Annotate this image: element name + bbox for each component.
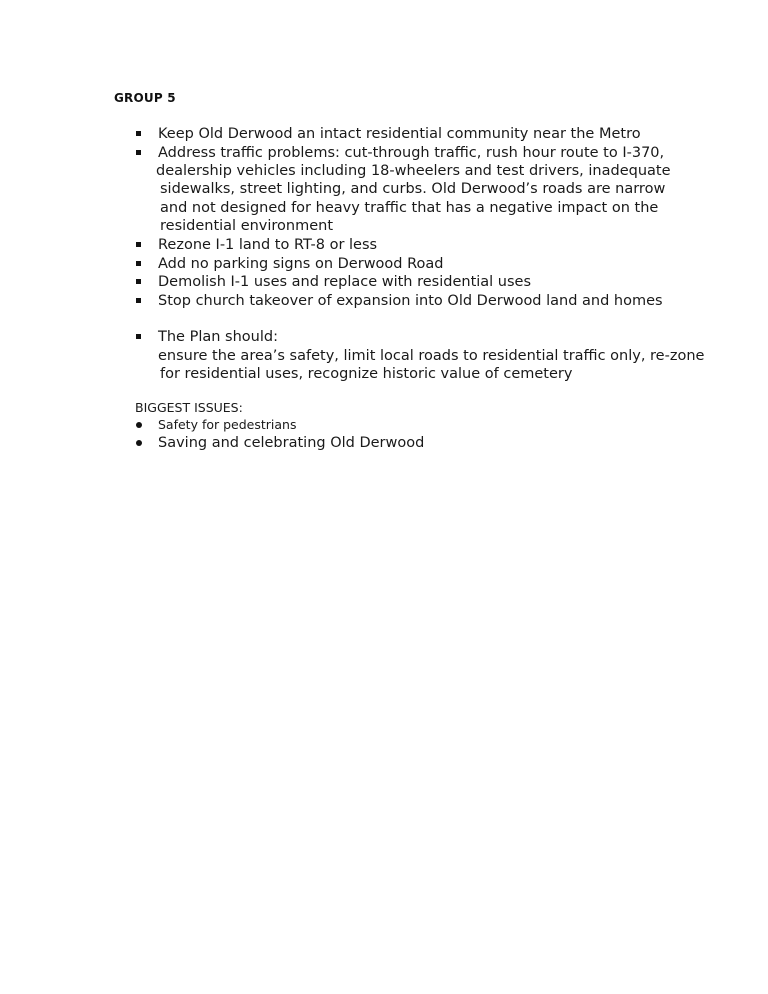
square-bullet-icon: [136, 298, 141, 303]
bullet-1-line-1: Keep Old Derwood an intact residential community near the Metro: [158, 126, 641, 142]
bullet-5-line-1: Demolish I-1 uses and replace with residential uses: [158, 274, 532, 290]
square-bullet-icon: [136, 334, 141, 339]
group-heading: GROUP 5: [114, 91, 176, 105]
round-bullet-icon: [136, 440, 142, 446]
biggest-issues-label: BIGGEST ISSUES:: [135, 400, 243, 415]
bullet-3-line-1: Rezone I-1 land to RT-8 or less: [158, 237, 378, 253]
bullet-4-line-1: Add no parking signs on Derwood Road: [158, 256, 444, 272]
square-bullet-icon: [136, 261, 141, 266]
bullet-6-line-1: Stop church takeover of expansion into Old Derwood land and homes: [158, 293, 663, 309]
square-bullet-icon: [136, 279, 141, 284]
plan-label: The Plan should:: [158, 329, 278, 345]
plan-line-1: ensure the area’s safety, limit local roads to residential traffic only, re-zone: [158, 348, 705, 364]
bullet-2-line-3: sidewalks, street lighting, and curbs. Old Derwood’s roads are narrow: [160, 181, 666, 197]
plan-line-2: for residential uses, recognize historic value of cemetery: [160, 366, 573, 382]
bullet-2-line-4: and not designed for heavy traffic that has a negative impact on the: [160, 200, 659, 216]
round-bullet-icon: [136, 422, 142, 428]
issue-item-1: Safety for pedestrians: [158, 417, 297, 432]
bullet-2-line-2: dealership vehicles including 18-wheelers and test drivers, inadequate: [156, 163, 671, 179]
square-bullet-icon: [136, 242, 141, 247]
square-bullet-icon: [136, 150, 141, 155]
issue-item-2: Saving and celebrating Old Derwood: [158, 435, 425, 451]
bullet-2-line-5: residential environment: [160, 218, 334, 234]
square-bullet-icon: [136, 131, 141, 136]
bullet-2-line-1: Address traffic problems: cut-through traffic, rush hour route to I-370,: [158, 145, 665, 161]
